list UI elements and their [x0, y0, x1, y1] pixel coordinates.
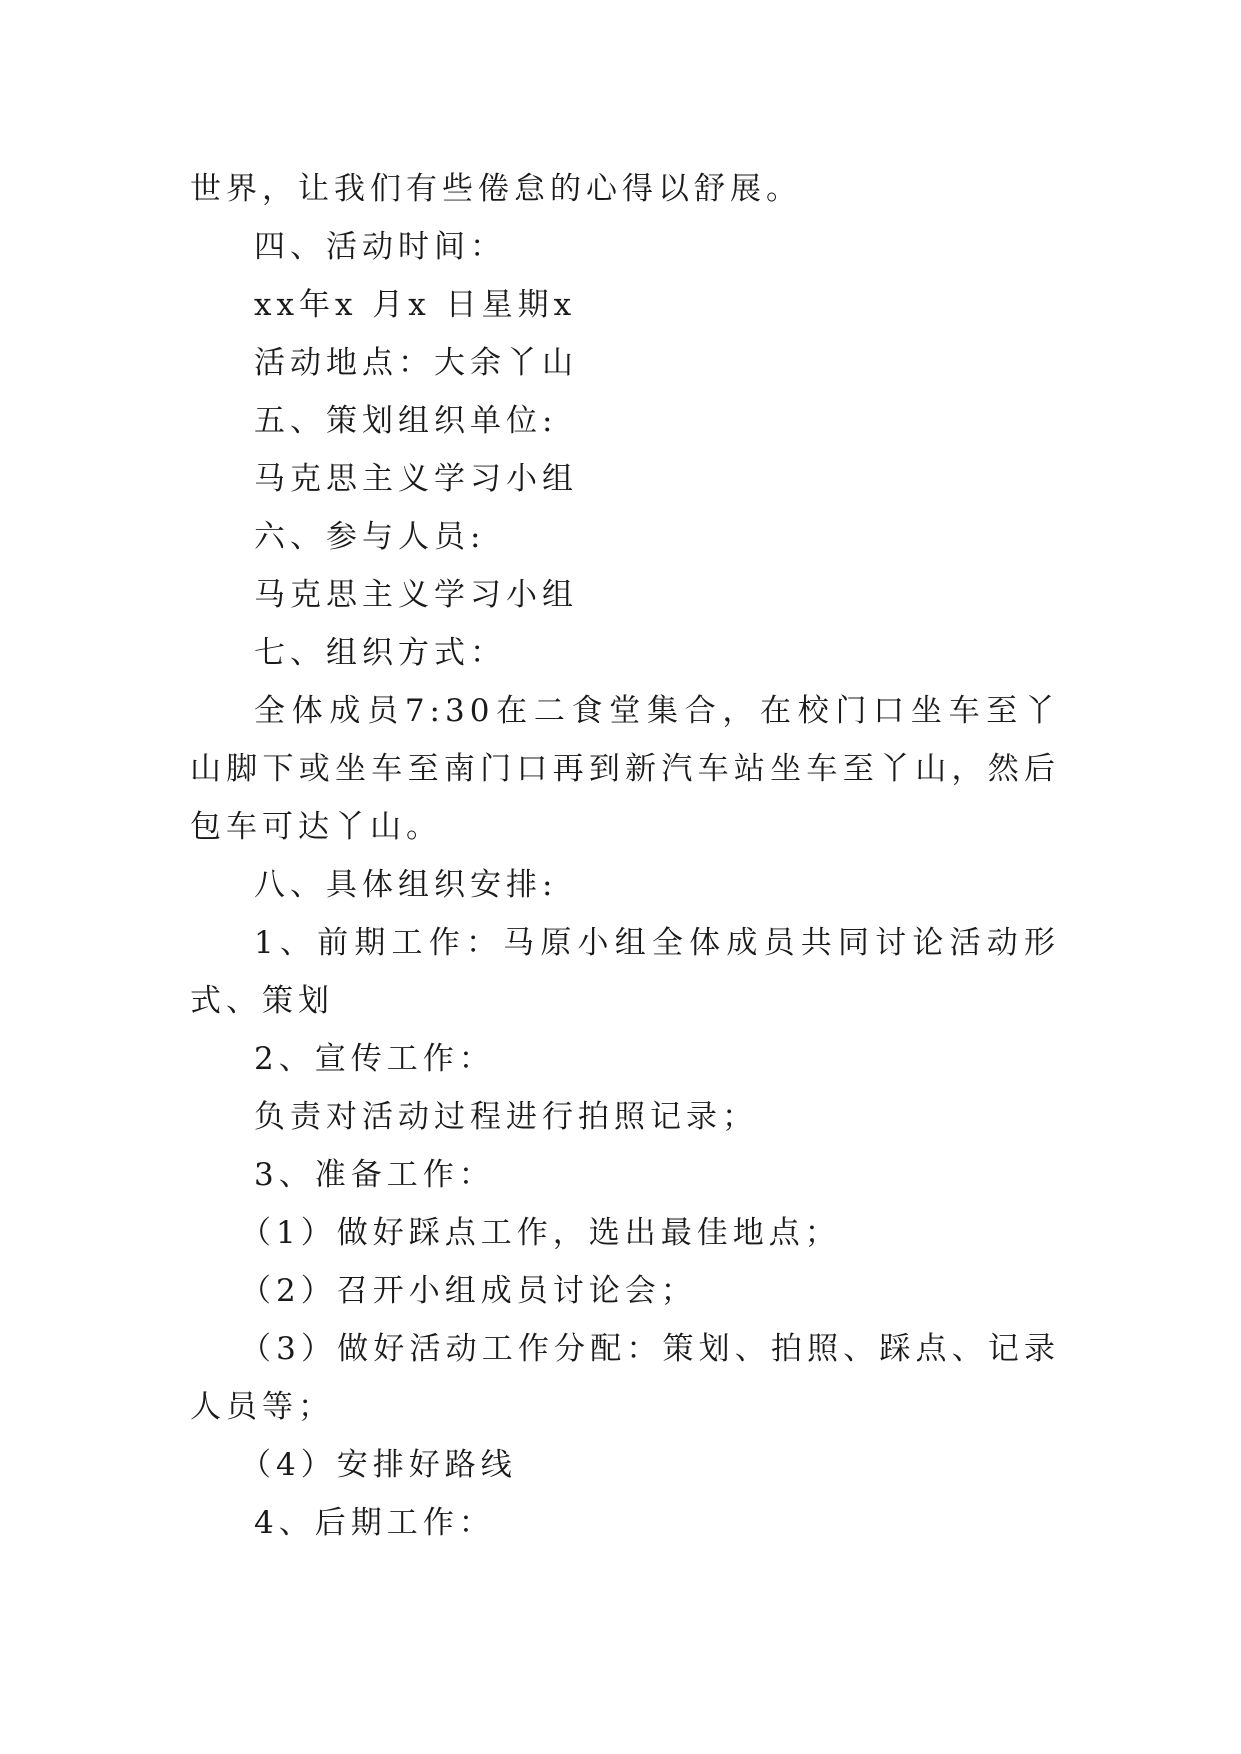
arrangement-step-1: 1、前期工作：马原小组全体成员共同讨论活动形式、策划	[190, 925, 1060, 1019]
arrangement-step-2: 2、宣传工作：	[254, 1041, 495, 1077]
arrangement-step-3: 3、准备工作：	[254, 1157, 495, 1193]
heading-organization-method: 七、组织方式：	[254, 635, 506, 671]
prep-item-1: （1）做好踩点工作，选出最佳地点；	[240, 1215, 841, 1251]
heading-organizer: 五、策划组织单位:	[254, 403, 558, 439]
heading-arrangement: 八、具体组织安排:	[254, 867, 558, 903]
document-body	[190, 160, 1060, 1552]
prep-item-4: （4）安排好路线	[240, 1447, 517, 1483]
paragraph-continuation: 世界，让我们有些倦怠的心得以舒展。	[190, 171, 802, 207]
heading-activity-time: 四、活动时间：	[254, 229, 506, 265]
prep-item-3: （3）做好活动工作分配：策划、拍照、踩点、记录人员等；	[190, 1331, 1060, 1425]
organizer-name: 马克思主义学习小组	[254, 461, 578, 497]
publicity-text: 负责对活动过程进行拍照记录；	[254, 1099, 758, 1135]
organization-method-text: 全体成员7:30在二食堂集合，在校门口坐车至丫山脚下或坐车至南门口再到新汽车站坐车至丫山，然后包车可达丫山。	[190, 693, 1060, 845]
activity-location: 活动地点：大余丫山	[254, 345, 578, 381]
participants-name: 马克思主义学习小组	[254, 577, 578, 613]
heading-participants: 六、参与人员:	[254, 519, 486, 555]
activity-date: xx年x 月x 日星期x	[254, 287, 577, 323]
arrangement-step-4: 4、后期工作：	[254, 1505, 495, 1541]
prep-item-2: （2）召开小组成员讨论会；	[240, 1273, 697, 1309]
